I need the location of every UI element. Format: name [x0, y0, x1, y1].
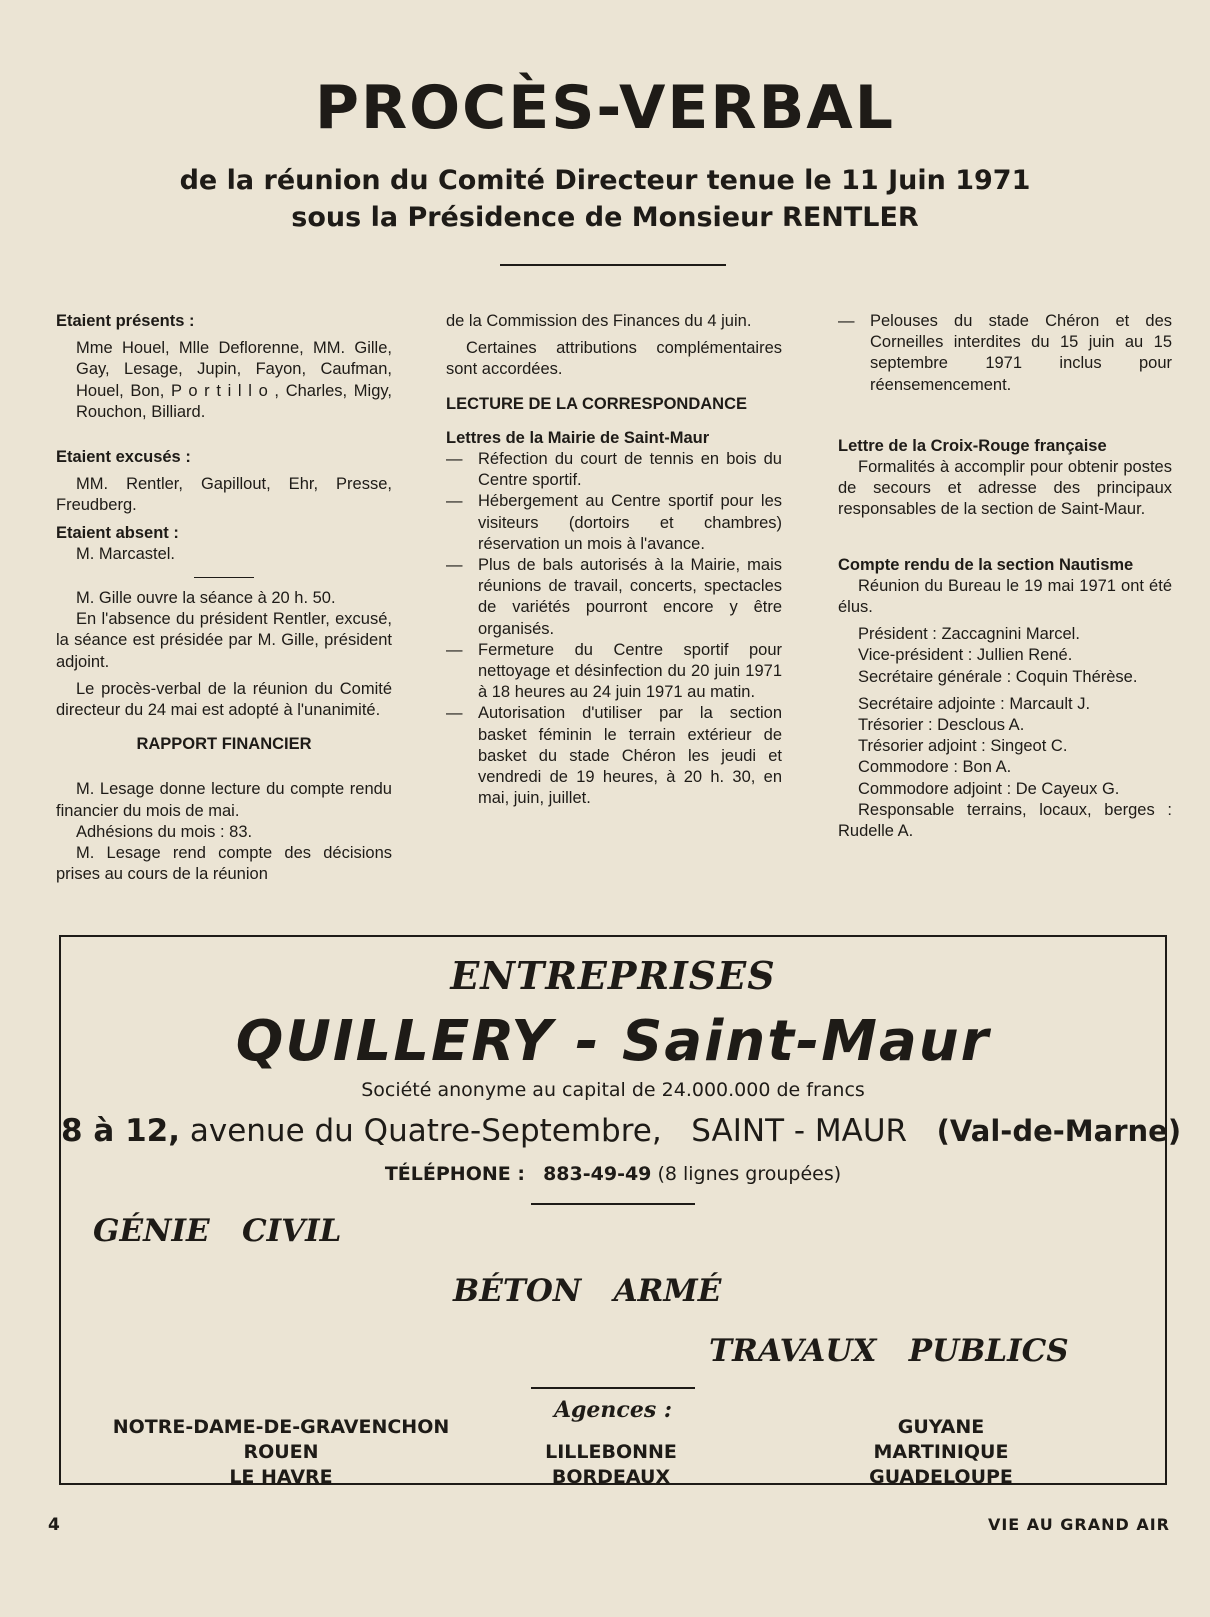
presents-names: Mme Houel, Mlle Deflorenne, MM. Gille, Gay, Lesage, Jupin, Fayon, Caufman, Houel, Bon, P o r t i l l o , Charles, Migy, Rouchon, Billiard. [76, 339, 392, 421]
adhesions-paragraph: Adhésions du mois : 83. [76, 822, 253, 841]
column-3 [838, 311, 1172, 842]
ad-phone [61, 1163, 1165, 1185]
ad-phone-label: TÉLÉPHONE : [384, 1163, 525, 1185]
agence-item: GUADELOUPE [869, 1466, 1013, 1488]
list-item: — Réfection du court de tennis en bois du Centre sportif. [446, 450, 782, 490]
ad-agences-column-3 [841, 1415, 1041, 1490]
officer-line: Vice-président : Jullien René. [858, 646, 1073, 665]
officer-line: Trésorier : Desclous A. [858, 716, 1025, 735]
ad-address-number: 8 à 12, [61, 1113, 180, 1149]
officer-line: Secrétaire adjointe : Marcault J. [858, 694, 1091, 713]
officer-line: Trésorier adjoint : Singeot C. [858, 737, 1068, 756]
ad-service-genie-civil: GÉNIE CIVIL [93, 1213, 342, 1249]
decisions-paragraph: M. Lesage rend compte des décisions prises au cours de la réunion [56, 844, 392, 884]
ad-address [61, 1113, 1182, 1149]
ad-phone-note: (8 lignes groupées) [657, 1163, 842, 1185]
subtitle-line-2: sous la Présidence de Monsieur RENTLER [291, 202, 919, 233]
absent-heading: Etaient absent : [56, 523, 179, 542]
agence-item: LILLEBONNE [545, 1441, 677, 1463]
croix-rouge-heading: Lettre de la Croix-Rouge française [838, 436, 1107, 455]
ad-divider-bottom [531, 1387, 695, 1389]
ad-address-street: avenue du Quatre-Septembre, [189, 1113, 662, 1149]
ad-agences-column-2 [511, 1440, 711, 1490]
ad-divider-top [531, 1203, 695, 1205]
list-item: — Autorisation d'utiliser par la section basket féminin le terrain extérieur de basket du stade Chéron les jeudi et vendredi de 19 heures, à 20 h. 30, en mai, juin, juillet. [446, 704, 782, 808]
minutes-paragraph: Le procès-verbal de la réunion du Comité directeur du 24 mai est adopté à l'unanimité. [56, 679, 392, 720]
list-item: — Pelouses du stade Chéron et des Corneilles interdites du 15 juin au 15 septembre 1971 inclus pour réensemencement. [838, 312, 1172, 394]
page-number: 4 [48, 1515, 60, 1535]
excuses-names: MM. Rentler, Gapillout, Ehr, Presse, Freudberg. [56, 475, 392, 515]
ad-service-travaux-publics: TRAVAUX PUBLICS [709, 1333, 1069, 1369]
ad-phone-number: 883-49-49 [543, 1163, 652, 1185]
nautisme-heading: Compte rendu de la section Nautisme [838, 555, 1134, 574]
publication-name: VIE AU GRAND AIR [987, 1515, 1170, 1534]
agence-item: MARTINIQUE [873, 1441, 1009, 1463]
ad-capital: Société anonyme au capital de 24.000.000 de francs [361, 1079, 865, 1101]
ad-address-department: (Val-de-Marne) [936, 1114, 1182, 1148]
column-2 [446, 311, 782, 809]
opening-paragraph: M. Gille ouvre la séance à 20 h. 50. [76, 589, 336, 608]
agence-item: LE HAVRE [229, 1466, 333, 1488]
list-item: — Hébergement au Centre sportif pour les visiteurs (dortoirs et chambres) réservation un mois à l'avance. [446, 492, 782, 553]
advertisement-box [59, 935, 1182, 1488]
ad-agences-label: Agences : [553, 1397, 672, 1423]
subtitle-line-1: de la réunion du Comité Directeur tenue le 11 Juin 1971 [179, 165, 1031, 196]
croix-rouge-text: Formalités à accomplir pour obtenir postes de secours et adresse des principaux responsables de la section de Saint-Maur. [838, 458, 1172, 519]
column-1 [56, 311, 392, 885]
ad-entreprises: ENTREPRISES [450, 953, 776, 998]
mairie-heading: Lettres de la Mairie de Saint-Maur [446, 428, 710, 447]
officer-line: Commodore adjoint : De Cayeux G. [858, 779, 1120, 798]
officer-line: Secrétaire générale : Coquin Thérèse. [858, 667, 1138, 686]
finance-paragraph: M. Lesage donne lecture du compte rendu financier du mois de mai. [56, 780, 392, 820]
agence-item: NOTRE-DAME-DE-GRAVENCHON [112, 1416, 450, 1438]
ad-company-name: QUILLERY - Saint-Maur [235, 1009, 991, 1074]
page-subtitle [0, 162, 1210, 236]
ad-service-beton-arme: BÉTON ARMÉ [453, 1273, 722, 1309]
rapport-heading: RAPPORT FINANCIER [136, 735, 312, 754]
officer-line: Président : Zaccagnini Marcel. [858, 625, 1080, 644]
attributions-paragraph: Certaines attributions complémentaires sont accordées. [446, 339, 782, 379]
correspondance-heading: LECTURE DE LA CORRESPONDANCE [446, 394, 747, 413]
officer-line: Commodore : Bon A. [858, 758, 1012, 777]
absent-names: M. Marcastel. [76, 544, 176, 563]
agence-item: GUYANE [897, 1416, 985, 1438]
page-title: PROCÈS-VERBAL [315, 73, 895, 143]
commission-paragraph: de la Commission des Finances du 4 juin. [446, 312, 752, 330]
list-item: — Fermeture du Centre sportif pour nettoyage et désinfection du 20 juin 1971 à 18 heures au 24 juin 1971 au matin. [446, 640, 782, 702]
ad-address-city: SAINT - MAUR [691, 1113, 908, 1149]
ad-agences-column-1 [91, 1415, 471, 1490]
section-divider [194, 577, 254, 578]
agence-item: ROUEN [243, 1441, 319, 1463]
absence-paragraph: En l'absence du président Rentler, excusé, la séance est présidée par M. Gille, président adjoint. [56, 610, 392, 671]
excuses-heading: Etaient excusés : [56, 448, 191, 467]
nautisme-intro: Réunion du Bureau le 19 mai 1971 ont été élus. [838, 576, 1172, 617]
title-divider [500, 264, 726, 266]
list-item: — Plus de bals autorisés à la Mairie, mais réunions de travail, concerts, spectacles de variétés pourront encore y être organisés. [446, 556, 782, 638]
officer-line: Responsable terrains, locaux, berges : Rudelle A. [838, 800, 1172, 841]
presents-heading: Etaient présents : [56, 312, 195, 330]
agence-item: BORDEAUX [551, 1466, 671, 1488]
